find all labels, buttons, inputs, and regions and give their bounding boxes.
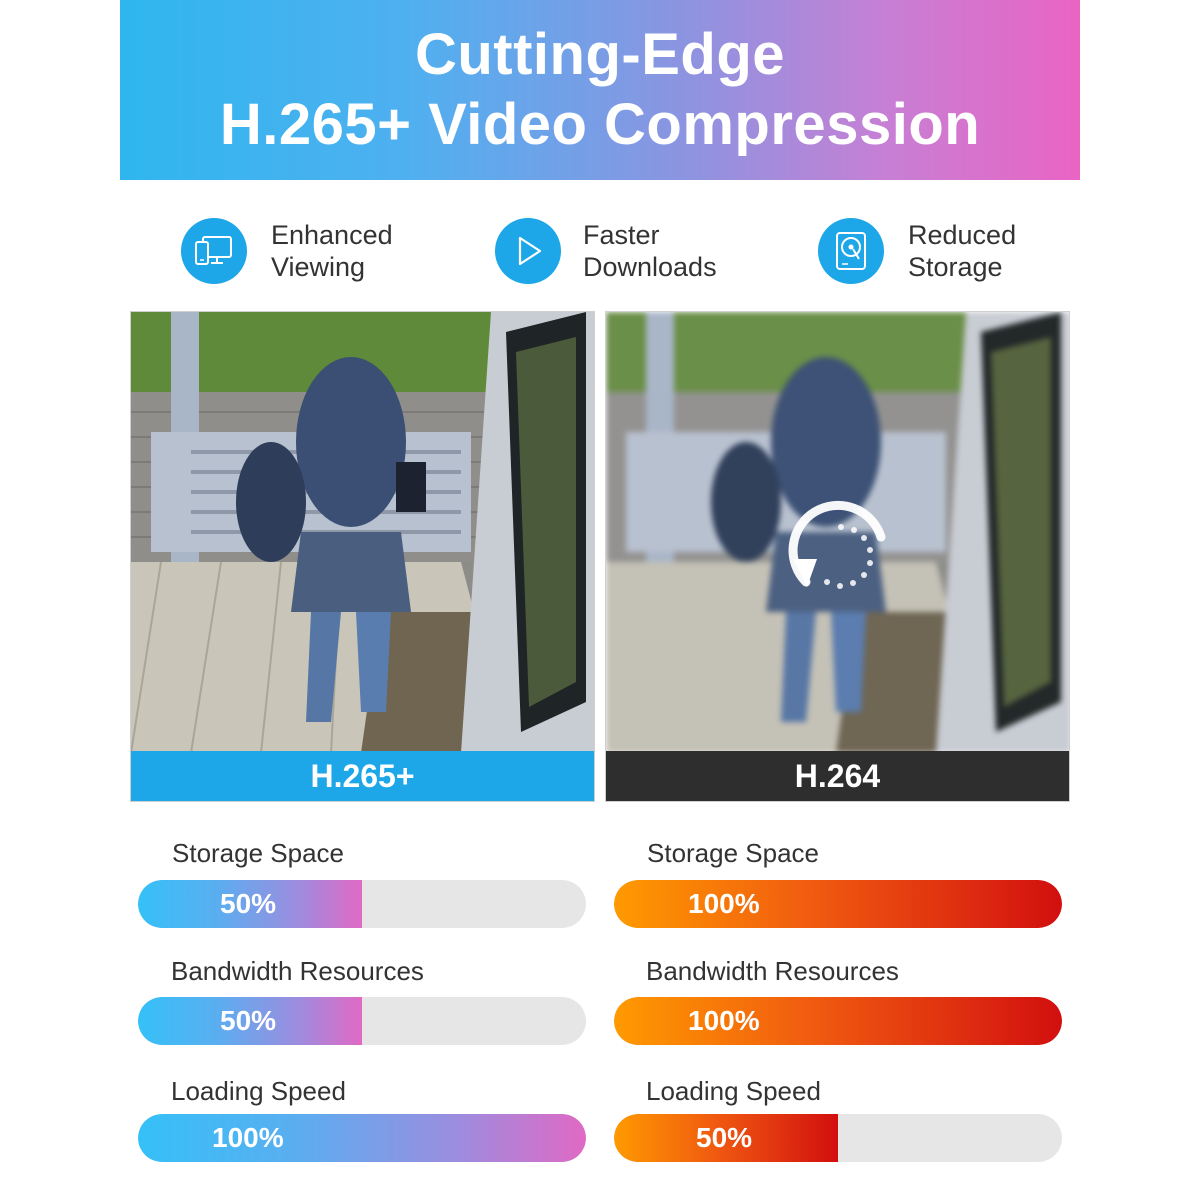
header-banner: [120, 0, 1080, 180]
bandwidth-bar-h265: [138, 997, 586, 1045]
bar-percent: 50%: [220, 888, 277, 919]
bar-percent: 100%: [688, 1005, 760, 1036]
h264-sample-image: [605, 311, 1070, 802]
bar-percent: 50%: [696, 1122, 753, 1153]
h265-sample-image: [130, 311, 595, 802]
bar-fill: [614, 997, 1062, 1045]
play-icon: [495, 218, 561, 284]
feature-faster-downloads: [495, 218, 717, 284]
feature-label-line1: Enhanced: [271, 220, 393, 250]
loading-speed-bar-h264: [614, 1114, 1062, 1162]
metric-label-loading-speed: Loading Speed: [171, 1076, 346, 1106]
feature-label-line2: Downloads: [583, 252, 717, 282]
feature-label-line2: Storage: [908, 252, 1003, 282]
bar-fill: [138, 1114, 586, 1162]
storage-space-bar-h264: [614, 880, 1062, 928]
metric-label-storage-space: Storage Space: [172, 838, 345, 868]
metric-label-storage-space: Storage Space: [647, 838, 820, 868]
devices-icon: [181, 218, 247, 284]
feature-enhanced-viewing: [181, 218, 393, 284]
feature-label-line2: Viewing: [271, 252, 366, 282]
bar-percent: 100%: [688, 888, 760, 919]
hard-drive-icon: [818, 218, 884, 284]
bar-percent: 100%: [212, 1122, 284, 1153]
metric-label-loading-speed: Loading Speed: [646, 1076, 821, 1106]
feature-label-line1: Reduced: [908, 220, 1017, 250]
loading-speed-bar-h265: [138, 1114, 586, 1162]
storage-space-bar-h265: [138, 880, 586, 928]
feature-label-line1: Faster: [583, 220, 660, 250]
page-title-line2: H.265+ Video Compression: [219, 92, 981, 157]
page-title-line1: Cutting-Edge: [414, 22, 786, 87]
metric-label-bandwidth: Bandwidth Resources: [646, 956, 899, 986]
caption-h264: H.264: [606, 751, 1069, 801]
bar-percent: 50%: [220, 1005, 277, 1036]
metric-label-bandwidth: Bandwidth Resources: [171, 956, 424, 986]
loading-spinner-icon: [781, 497, 901, 617]
caption-h265: H.265+: [131, 751, 594, 801]
feature-reduced-storage: [818, 218, 1016, 284]
bandwidth-bar-h264: [614, 997, 1062, 1045]
bar-fill: [614, 880, 1062, 928]
porch-scene-sharp: [131, 312, 595, 753]
